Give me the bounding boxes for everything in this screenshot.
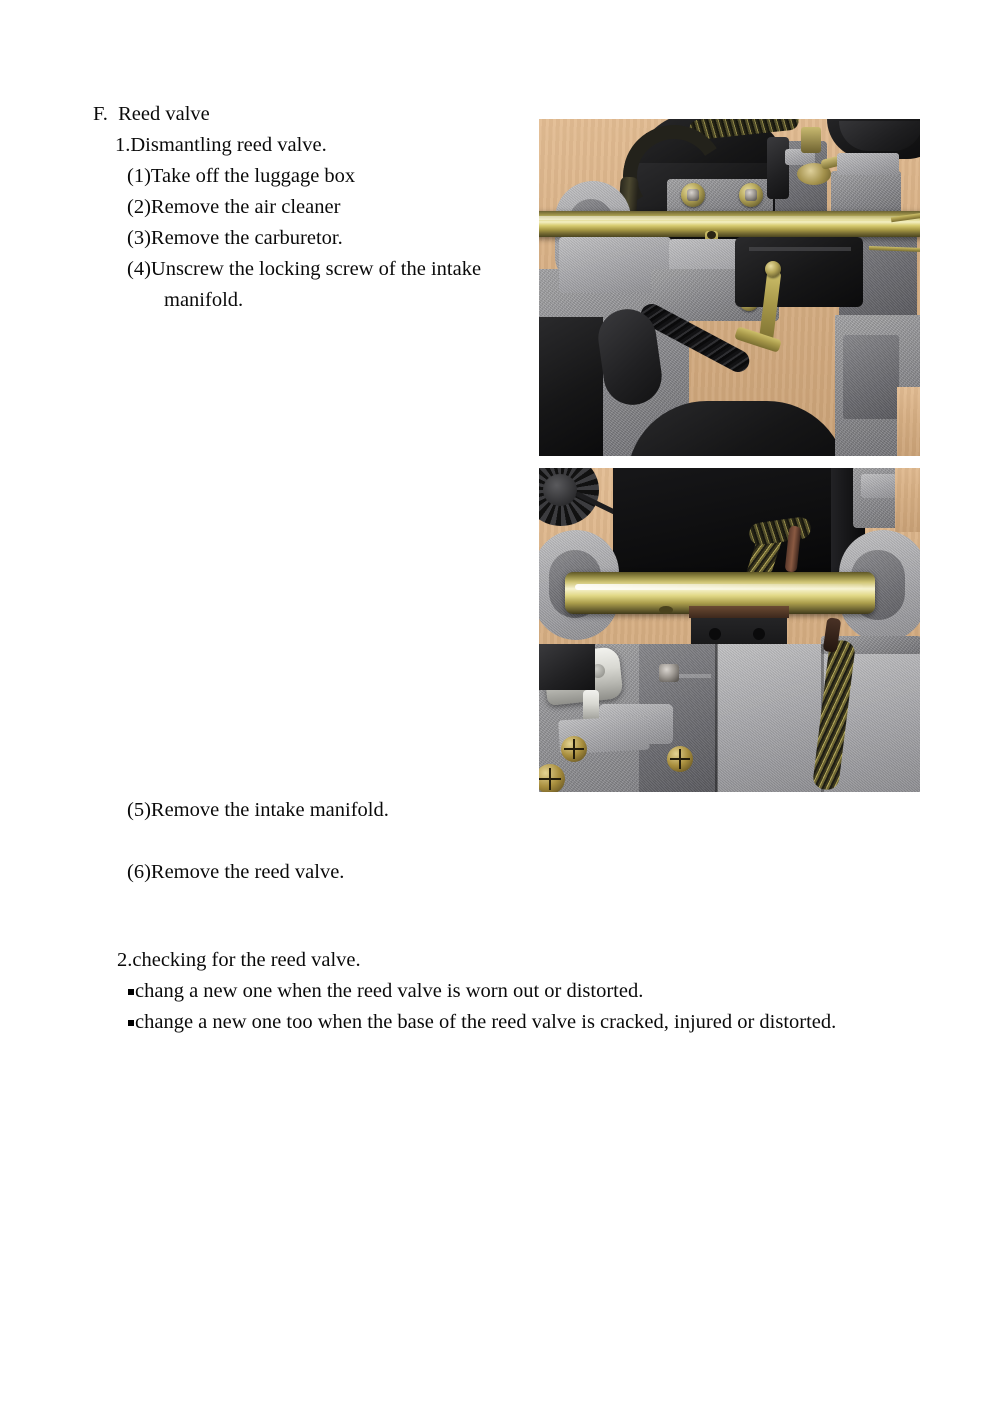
- check-bullet-1: [128, 981, 643, 1002]
- reed-valve-bolt-hole-right: [753, 628, 765, 640]
- reed-valve-bolt-hole-left: [709, 628, 721, 640]
- intake-tube: [539, 211, 920, 237]
- subsection-checking: 2.checking for the reed valve.: [117, 949, 361, 971]
- intake-tube-port: [659, 606, 673, 614]
- dark-recess-left: [539, 644, 595, 690]
- cooling-fan-hub: [543, 474, 577, 506]
- subsection-dismantling: 1.Dismantling reed valve.: [115, 134, 327, 156]
- step-3: (3)Remove the carburetor.: [127, 227, 343, 249]
- casting-rib: [715, 644, 718, 792]
- tube-branch-bore: [707, 231, 716, 239]
- right-casting-upper: [831, 171, 901, 215]
- step-6: (6)Remove the reed valve.: [127, 861, 345, 883]
- step-5: (5)Remove the intake manifold.: [127, 799, 389, 821]
- brass-bracket-bolt: [765, 261, 781, 277]
- figure-intake-manifold-bottom: [539, 468, 920, 792]
- square-bullet-icon: [128, 1020, 134, 1026]
- carburetor-boot: [767, 137, 789, 199]
- phillips-screw-left: [561, 736, 587, 762]
- right-panel-recess: [843, 335, 899, 419]
- step-1: (1)Take off the luggage box: [127, 165, 356, 187]
- step-4: (4)Unscrew the locking screw of the intake: [127, 258, 482, 280]
- phillips-screw-bottom: [539, 764, 565, 792]
- step-2: (2)Remove the air cleaner: [127, 196, 341, 218]
- cardboard-sliver-topright: [895, 468, 920, 532]
- step-4-continued: manifold.: [164, 289, 244, 311]
- reed-valve-gasket: [689, 606, 789, 618]
- section-heading: F. Reed valve: [93, 103, 210, 125]
- dark-panel-left: [539, 317, 603, 456]
- cardboard-sliver-right: [897, 387, 920, 456]
- check-bullet-2-label: change a new one too when the base of the reed valve is cracked, injured or distorted.: [135, 1011, 837, 1033]
- intake-tube-highlight: [539, 216, 919, 220]
- right-casting-lip: [837, 153, 899, 175]
- choke-lever: [801, 127, 821, 153]
- intake-tube-highlight: [575, 584, 863, 590]
- check-bullet-1-label: chang a new one when the reed valve is worn out or distorted.: [135, 980, 644, 1002]
- figure-intake-manifold-top: [539, 119, 920, 456]
- manifold-bolt-right-head: [745, 189, 757, 201]
- hex-bolt-mid: [659, 664, 679, 682]
- check-bullet-2: [128, 1012, 836, 1033]
- crankcase-center-face: [717, 644, 823, 792]
- phillips-screw-right: [667, 746, 693, 772]
- square-bullet-icon: [128, 989, 134, 995]
- manifold-bolt-left-head: [687, 189, 699, 201]
- air-duct-rib: [749, 247, 851, 251]
